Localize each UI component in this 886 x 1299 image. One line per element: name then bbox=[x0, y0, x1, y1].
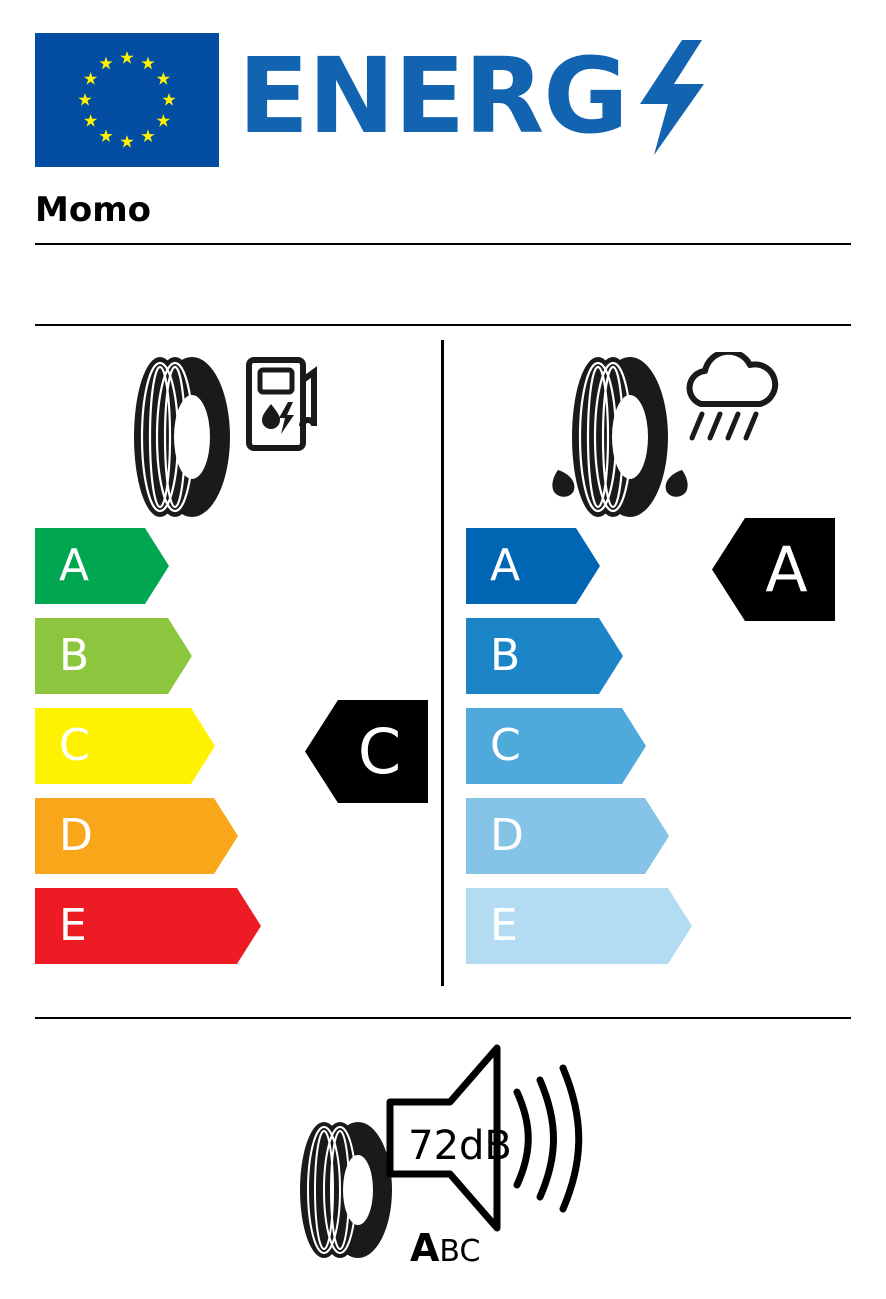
grip-grade-d-letter: D bbox=[490, 810, 524, 861]
divider-top bbox=[35, 324, 851, 326]
grip-grade-a-letter: A bbox=[490, 540, 521, 591]
grip-grade-c bbox=[466, 708, 692, 784]
fuel-grade-e bbox=[35, 888, 261, 964]
divider-bottom bbox=[35, 1017, 851, 1019]
grip-grade-a-arrow bbox=[466, 528, 600, 604]
fuel-grade-e-letter: E bbox=[59, 900, 87, 951]
fuel-grade-c bbox=[35, 708, 261, 784]
fuel-grade-b bbox=[35, 618, 261, 694]
noise-db-value: 72dB bbox=[408, 1123, 512, 1169]
wet-grip-result-letter: A bbox=[765, 532, 808, 606]
wet-grip-ladder bbox=[466, 528, 692, 978]
grip-grade-a bbox=[466, 528, 692, 604]
noise-class-active: A bbox=[410, 1226, 440, 1270]
fuel-result-marker bbox=[305, 700, 428, 803]
fuel-grade-a bbox=[35, 528, 261, 604]
grip-grade-e-letter: E bbox=[490, 900, 518, 951]
fuel-grade-a-letter: A bbox=[59, 540, 90, 591]
energ-wordmark: ENERG bbox=[238, 35, 628, 157]
rain-cloud-icon bbox=[676, 352, 786, 452]
fuel-pump-icon bbox=[246, 352, 326, 452]
noise-class-row bbox=[410, 1226, 480, 1270]
grip-grade-c-letter: C bbox=[490, 720, 521, 771]
grip-grade-b-letter: B bbox=[490, 630, 521, 681]
wet-grip-result-marker bbox=[712, 518, 835, 621]
fuel-grade-c-letter: C bbox=[59, 720, 90, 771]
tyre-icon bbox=[300, 1122, 392, 1258]
fuel-result-letter: C bbox=[357, 714, 402, 788]
grip-grade-d bbox=[466, 798, 692, 874]
eu-flag bbox=[35, 33, 219, 167]
noise-class-inactive: BC bbox=[439, 1234, 481, 1269]
divider-brand bbox=[35, 243, 851, 245]
lightning-bolt-icon bbox=[630, 40, 710, 155]
fuel-grade-a-arrow bbox=[35, 528, 169, 604]
grip-grade-e bbox=[466, 888, 692, 964]
tyre-icon bbox=[120, 352, 245, 522]
divider-vertical bbox=[441, 340, 444, 986]
fuel-grade-b-letter: B bbox=[59, 630, 90, 681]
noise-section bbox=[282, 1040, 612, 1270]
eu-stars-icon bbox=[35, 33, 219, 167]
grip-grade-b bbox=[466, 618, 692, 694]
brand-name: Momo bbox=[35, 190, 151, 230]
fuel-grade-d bbox=[35, 798, 261, 874]
fuel-grade-d-letter: D bbox=[59, 810, 93, 861]
fuel-efficiency-ladder bbox=[35, 528, 261, 978]
